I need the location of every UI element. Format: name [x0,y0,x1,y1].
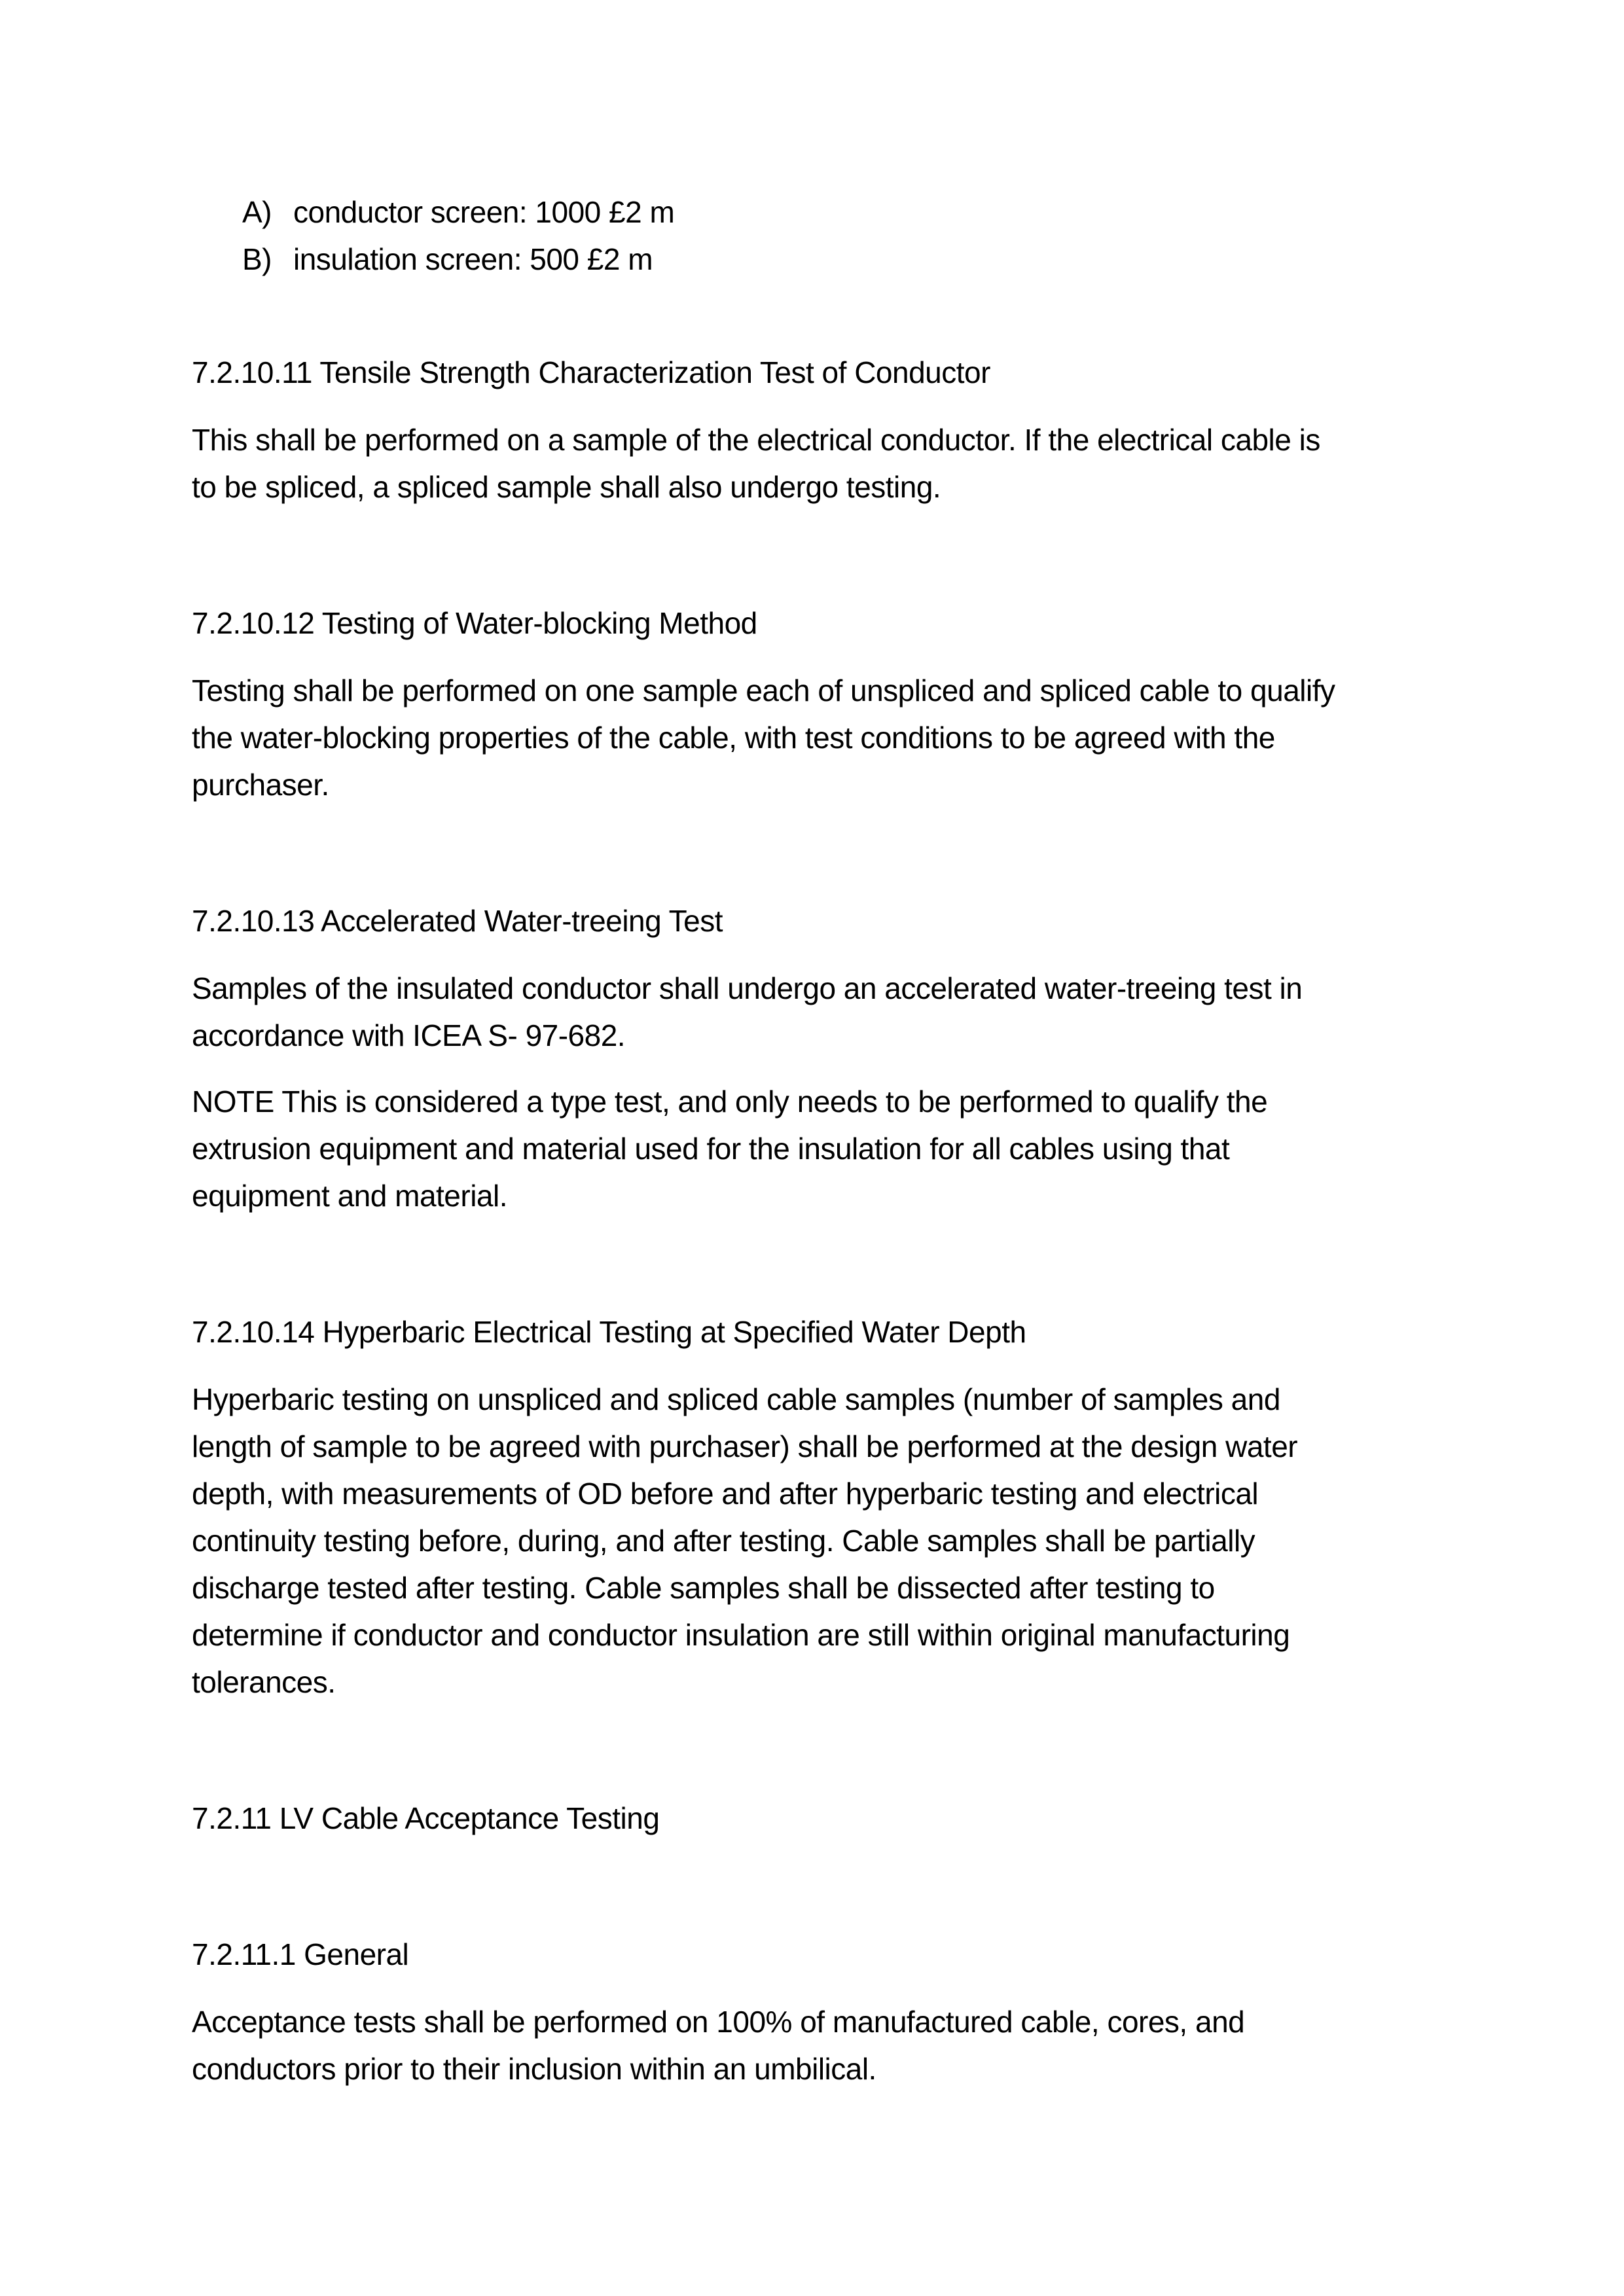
paragraph-line: purchaser. [192,768,329,802]
list-item [242,236,1493,283]
list-item-text: insulation screen: 500 £2 m [293,242,653,276]
list-item-text: conductor screen: 1000 £2 m [293,195,675,229]
paragraph-line: NOTE This is considered a type test, and only needs to be performed to qualify the [192,1085,1268,1119]
section-heading: 7.2.11 LV Cable Acceptance Testing [192,1801,660,1835]
list-item [242,188,1493,236]
paragraph-line: the water-blocking properties of the cable, with test conditions to be agreed with the [192,721,1275,755]
list-item-label: A) [242,195,272,229]
paragraph-line: discharge tested after testing. Cable samples shall be dissected after testing to [192,1571,1215,1605]
list-item-label: B) [242,242,272,276]
paragraph [192,1078,1493,1219]
paragraph-line: length of sample to be agreed with purchaser) shall be performed at the design water [192,1429,1298,1463]
paragraph [192,1998,1493,2092]
section-heading: 7.2.10.12 Testing of Water-blocking Method [192,606,757,640]
paragraph-line: conductors prior to their inclusion within an umbilical. [192,2052,876,2086]
paragraph-line: Acceptance tests shall be performed on 100% of manufactured cable, cores, and [192,2005,1245,2039]
paragraph-line: tolerances. [192,1665,336,1699]
paragraph [192,416,1493,511]
paragraph-line: extrusion equipment and material used for the insulation for all cables using that [192,1132,1230,1166]
paragraph [192,1376,1493,1706]
section-heading: 7.2.10.11 Tensile Strength Characterization Test of Conductor [192,355,990,389]
paragraph-line: This shall be performed on a sample of the electrical conductor. If the electrical cable is [192,423,1320,457]
section-heading: 7.2.10.13 Accelerated Water-treeing Test [192,904,723,938]
paragraph-line: accordance with ICEA S- 97-682. [192,1018,626,1052]
paragraph-line: equipment and material. [192,1179,508,1213]
paragraph-line: Samples of the insulated conductor shall undergo an accelerated water-treeing test in [192,971,1303,1005]
section-heading: 7.2.10.14 Hyperbaric Electrical Testing at Specified Water Depth [192,1315,1026,1349]
paragraph-line: Hyperbaric testing on unspliced and spliced cable samples (number of samples and [192,1382,1280,1416]
paragraph-line: determine if conductor and conductor insulation are still within original manufacturing [192,1618,1290,1652]
paragraph-line: to be spliced, a spliced sample shall also undergo testing. [192,470,941,504]
section-heading: 7.2.11.1 General [192,1937,409,1971]
paragraph [192,667,1493,808]
ordered-list [192,188,1493,283]
paragraph-line: continuity testing before, during, and after testing. Cable samples shall be partially [192,1524,1255,1558]
paragraph-line: depth, with measurements of OD before and after hyperbaric testing and electrical [192,1477,1259,1511]
paragraph [192,965,1493,1059]
paragraph-line: Testing shall be performed on one sample each of unspliced and spliced cable to qualify [192,673,1335,708]
